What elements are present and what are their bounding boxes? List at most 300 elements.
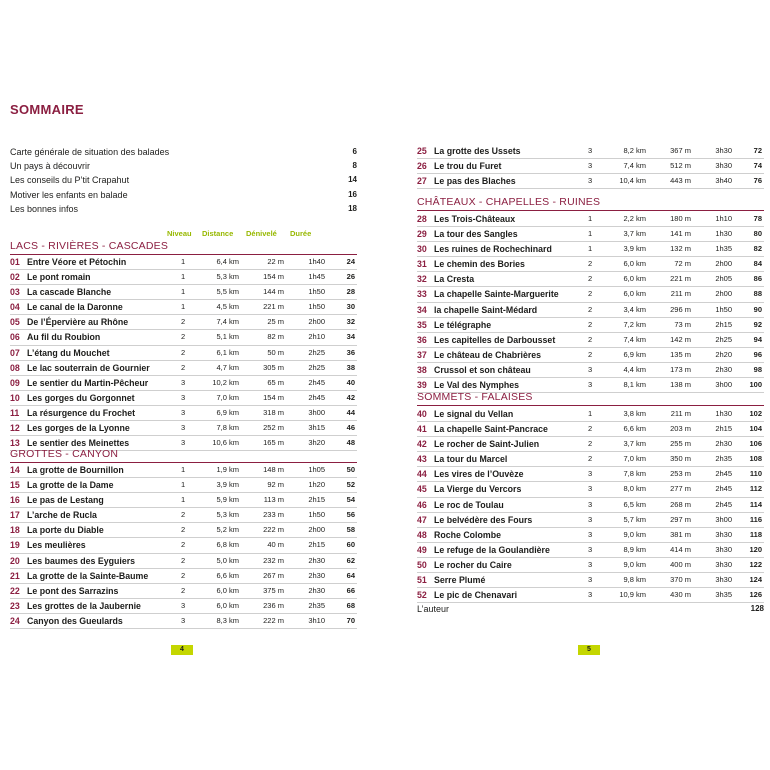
table-row[interactable] bbox=[10, 361, 357, 376]
walk-page: 74 bbox=[753, 161, 762, 171]
walk-distance: 10,6 km bbox=[212, 438, 239, 448]
table-row[interactable] bbox=[10, 584, 357, 599]
walk-elevation: 375 m bbox=[263, 585, 284, 595]
walk-number: 49 bbox=[417, 544, 427, 555]
page-title: SOMMAIRE bbox=[10, 102, 84, 117]
walk-distance: 8,1 km bbox=[623, 380, 646, 390]
table-row[interactable] bbox=[417, 573, 764, 588]
walk-distance: 5,2 km bbox=[216, 525, 239, 535]
walk-level: 2 bbox=[588, 304, 593, 314]
walk-name: Les meulières bbox=[27, 540, 86, 551]
walk-level: 3 bbox=[588, 161, 593, 171]
walk-name: Le roc de Toulau bbox=[434, 499, 504, 510]
walk-elevation: 82 m bbox=[267, 332, 284, 342]
walk-elevation: 148 m bbox=[263, 465, 284, 474]
walk-distance: 7,4 km bbox=[623, 161, 646, 171]
walk-number: 08 bbox=[10, 362, 20, 373]
walk-duration: 3h40 bbox=[715, 176, 732, 186]
table-row[interactable] bbox=[10, 569, 357, 584]
table-row[interactable] bbox=[417, 144, 764, 159]
walk-level: 3 bbox=[588, 484, 593, 494]
walk-duration: 1h10 bbox=[715, 214, 732, 223]
table-row[interactable] bbox=[10, 406, 357, 421]
table-row[interactable] bbox=[417, 303, 764, 318]
walk-level: 1 bbox=[181, 257, 186, 266]
walk-duration: 2h45 bbox=[715, 469, 732, 479]
walk-number: 01 bbox=[10, 257, 20, 267]
section-title-sommets: SOMMETS - FALAISES bbox=[417, 391, 764, 406]
walk-name: La grotte des Ussets bbox=[434, 146, 521, 156]
walk-level: 1 bbox=[588, 409, 593, 418]
walk-page: 48 bbox=[346, 438, 355, 448]
walk-level: 3 bbox=[588, 529, 593, 539]
walk-page: 122 bbox=[749, 559, 762, 569]
walk-elevation: 73 m bbox=[674, 319, 691, 329]
walk-elevation: 203 m bbox=[670, 424, 691, 434]
walk-page: 82 bbox=[753, 244, 762, 254]
table-row[interactable] bbox=[417, 407, 764, 422]
walk-level: 2 bbox=[181, 362, 186, 372]
walk-elevation: 135 m bbox=[670, 349, 691, 359]
walk-distance: 6,1 km bbox=[216, 347, 239, 357]
walk-number: 25 bbox=[417, 146, 427, 156]
walk-distance: 2,2 km bbox=[623, 214, 646, 223]
table-row[interactable] bbox=[10, 554, 357, 569]
table-row[interactable] bbox=[417, 318, 764, 333]
walk-number: 14 bbox=[10, 465, 20, 475]
walk-elevation: 252 m bbox=[263, 423, 284, 433]
walk-page: 40 bbox=[346, 377, 355, 387]
walk-duration: 2h10 bbox=[308, 332, 325, 342]
walk-page: 54 bbox=[346, 495, 355, 505]
walk-distance: 5,7 km bbox=[623, 514, 646, 524]
walk-name: Le sentier du Martin-Pêcheur bbox=[27, 377, 149, 388]
walk-page: 38 bbox=[346, 362, 355, 372]
walk-elevation: 305 m bbox=[263, 362, 284, 372]
walk-number: 17 bbox=[10, 510, 20, 521]
walk-elevation: 113 m bbox=[263, 495, 284, 505]
walk-distance: 7,2 km bbox=[623, 319, 646, 329]
walk-elevation: 232 m bbox=[263, 555, 284, 565]
walk-level: 2 bbox=[588, 274, 593, 284]
table-row[interactable] bbox=[10, 391, 357, 406]
table-row[interactable] bbox=[10, 346, 357, 361]
walk-duration: 2h30 bbox=[715, 364, 732, 374]
walk-duration: 1h30 bbox=[715, 229, 732, 239]
walk-elevation: 144 m bbox=[263, 287, 284, 297]
walk-page: 52 bbox=[346, 480, 355, 490]
walk-distance: 6,0 km bbox=[216, 585, 239, 595]
walk-distance: 4,5 km bbox=[216, 302, 239, 312]
walk-elevation: 381 m bbox=[670, 529, 691, 539]
walk-elevation: 296 m bbox=[670, 304, 691, 314]
walk-name: Le signal du Vellan bbox=[434, 409, 514, 419]
walk-name: La grotte de la Sainte-Baume bbox=[27, 570, 149, 581]
walk-level: 3 bbox=[588, 544, 593, 554]
walk-elevation: 132 m bbox=[670, 244, 691, 254]
walk-page: 50 bbox=[346, 465, 355, 474]
page-number: 4 bbox=[171, 645, 193, 655]
walk-distance: 3,9 km bbox=[216, 480, 239, 490]
walk-name: La résurgence du Frochet bbox=[27, 407, 136, 418]
walk-level: 3 bbox=[181, 377, 186, 387]
walk-duration: 2h30 bbox=[308, 555, 325, 565]
walk-name: La Vierge du Vercors bbox=[434, 484, 522, 495]
walk-level: 3 bbox=[588, 364, 593, 374]
walk-duration: 2h30 bbox=[715, 439, 732, 449]
walk-number: 33 bbox=[417, 289, 427, 300]
walk-number: 42 bbox=[417, 439, 427, 450]
walk-elevation: 255 m bbox=[670, 439, 691, 449]
walk-elevation: 180 m bbox=[670, 214, 691, 223]
walk-elevation: 50 m bbox=[267, 347, 284, 357]
walk-name: Le pic de Chenavari bbox=[434, 590, 518, 601]
walk-distance: 5,0 km bbox=[216, 555, 239, 565]
walk-page: 62 bbox=[346, 555, 355, 565]
walk-number: 40 bbox=[417, 409, 427, 419]
walk-duration: 2h20 bbox=[715, 349, 732, 359]
walk-name: La tour du Marcel bbox=[434, 454, 508, 465]
walk-duration: 2h25 bbox=[308, 362, 325, 372]
walk-level: 2 bbox=[588, 424, 593, 434]
walk-distance: 9,8 km bbox=[623, 575, 646, 585]
intro-item[interactable] bbox=[10, 188, 357, 202]
walk-level: 3 bbox=[588, 380, 593, 390]
intro-item[interactable] bbox=[10, 173, 357, 187]
walk-elevation: 154 m bbox=[263, 392, 284, 402]
walk-elevation: 367 m bbox=[670, 146, 691, 155]
walk-duration: 1h50 bbox=[715, 304, 732, 314]
walk-elevation: 268 m bbox=[670, 499, 691, 509]
walk-distance: 3,7 km bbox=[623, 439, 646, 449]
walk-elevation: 138 m bbox=[670, 380, 691, 390]
walk-page: 108 bbox=[749, 454, 762, 464]
walk-elevation: 370 m bbox=[670, 575, 691, 585]
table-row[interactable] bbox=[417, 212, 764, 227]
walk-distance: 7,4 km bbox=[623, 334, 646, 344]
table-row[interactable] bbox=[417, 558, 764, 573]
walk-number: 24 bbox=[10, 615, 20, 626]
walk-level: 3 bbox=[181, 600, 186, 610]
walk-number: 12 bbox=[10, 423, 20, 434]
table-row[interactable] bbox=[10, 599, 357, 614]
table-row[interactable] bbox=[10, 421, 357, 436]
walk-page: 112 bbox=[749, 484, 762, 494]
walk-elevation: 277 m bbox=[670, 484, 691, 494]
walk-number: 44 bbox=[417, 469, 427, 480]
walk-name: La porte du Diable bbox=[27, 525, 104, 536]
walk-number: 46 bbox=[417, 499, 427, 510]
walk-duration: 2h00 bbox=[715, 289, 732, 299]
walk-elevation: 221 m bbox=[263, 302, 284, 312]
walk-number: 32 bbox=[417, 274, 427, 285]
walk-list-chateaux bbox=[417, 212, 764, 393]
walk-number: 30 bbox=[417, 244, 427, 255]
table-row[interactable] bbox=[417, 287, 764, 302]
walk-level: 1 bbox=[588, 214, 593, 223]
table-row[interactable] bbox=[10, 523, 357, 538]
section-title-grottes: GROTTES - CANYON bbox=[10, 448, 357, 463]
walk-name: Le rocher de Saint-Julien bbox=[434, 439, 540, 450]
walk-number: 11 bbox=[10, 407, 20, 418]
walk-elevation: 173 m bbox=[670, 364, 691, 374]
intro-item-label: Les bonnes infos bbox=[10, 203, 79, 214]
walk-name: La tour des Sangles bbox=[434, 229, 518, 240]
walk-duration: 2h00 bbox=[308, 525, 325, 535]
walk-distance: 10,2 km bbox=[212, 377, 239, 387]
walk-page: 46 bbox=[346, 423, 355, 433]
table-row[interactable] bbox=[417, 422, 764, 437]
walk-duration: 1h40 bbox=[308, 257, 325, 266]
walk-number: 39 bbox=[417, 380, 427, 391]
walk-distance: 5,3 km bbox=[216, 510, 239, 520]
table-row[interactable] bbox=[10, 508, 357, 523]
walk-number: 22 bbox=[10, 585, 20, 596]
table-row[interactable] bbox=[417, 588, 764, 603]
intro-item-label: Motiver les enfants en balade bbox=[10, 189, 128, 200]
table-row[interactable] bbox=[417, 363, 764, 378]
walk-number: 10 bbox=[10, 392, 20, 403]
walk-distance: 9,0 km bbox=[623, 529, 646, 539]
walk-duration: 1h50 bbox=[308, 302, 325, 312]
intro-item-page: 6 bbox=[352, 147, 357, 156]
walk-page: 106 bbox=[749, 439, 762, 449]
walk-name: Roche Colombe bbox=[434, 529, 501, 540]
walk-level: 1 bbox=[588, 244, 593, 254]
walk-elevation: 222 m bbox=[263, 525, 284, 535]
walk-level: 2 bbox=[181, 347, 186, 357]
right-page bbox=[385, 0, 770, 770]
column-header-duration: Durée bbox=[290, 229, 312, 238]
author-label: L’auteur bbox=[417, 604, 450, 614]
walk-elevation: 318 m bbox=[263, 407, 284, 417]
walk-duration: 3h10 bbox=[308, 615, 325, 625]
table-row[interactable] bbox=[417, 452, 764, 467]
column-header-distance: Distance bbox=[202, 229, 234, 238]
table-row[interactable] bbox=[10, 376, 357, 391]
table-row[interactable] bbox=[417, 257, 764, 272]
table-row[interactable] bbox=[10, 463, 357, 478]
walk-duration: 3h35 bbox=[715, 590, 732, 600]
walk-name: Le trou du Furet bbox=[434, 161, 502, 172]
walk-level: 2 bbox=[181, 585, 186, 595]
walk-duration: 2h25 bbox=[308, 347, 325, 357]
walk-level: 3 bbox=[588, 590, 593, 600]
walk-elevation: 65 m bbox=[267, 377, 284, 387]
table-row[interactable] bbox=[417, 159, 764, 174]
walk-page: 110 bbox=[749, 469, 762, 479]
walk-duration: 2h30 bbox=[308, 570, 325, 580]
walk-distance: 6,9 km bbox=[623, 349, 646, 359]
walk-number: 02 bbox=[10, 272, 20, 283]
walk-elevation: 40 m bbox=[267, 540, 284, 550]
walk-page: 116 bbox=[749, 514, 762, 524]
walk-page: 124 bbox=[749, 575, 762, 585]
walk-level: 2 bbox=[588, 439, 593, 449]
walk-duration: 3h30 bbox=[715, 146, 732, 155]
walk-level: 2 bbox=[181, 525, 186, 535]
table-row[interactable] bbox=[10, 493, 357, 508]
walk-level: 2 bbox=[181, 555, 186, 565]
walk-elevation: 154 m bbox=[263, 272, 284, 282]
walk-level: 1 bbox=[181, 480, 186, 490]
intro-item-page: 16 bbox=[348, 189, 357, 199]
walk-number: 52 bbox=[417, 590, 427, 601]
walk-elevation: 92 m bbox=[267, 480, 284, 490]
walk-number: 36 bbox=[417, 334, 427, 345]
walk-duration: 3h00 bbox=[715, 514, 732, 524]
walk-distance: 7,8 km bbox=[216, 423, 239, 433]
table-row[interactable] bbox=[10, 255, 357, 270]
walk-elevation: 22 m bbox=[267, 257, 284, 266]
walk-page: 120 bbox=[749, 544, 762, 554]
walk-name: Les baumes des Eyguiers bbox=[27, 555, 136, 566]
walk-page: 44 bbox=[346, 407, 355, 417]
walk-level: 2 bbox=[181, 332, 186, 342]
intro-item[interactable] bbox=[10, 145, 357, 159]
table-row[interactable] bbox=[10, 538, 357, 553]
walk-page: 72 bbox=[753, 146, 762, 155]
walk-elevation: 222 m bbox=[263, 615, 284, 625]
walk-name: Les vires de l’Ouvèze bbox=[434, 469, 524, 480]
walk-name: L’arche de Rucla bbox=[27, 510, 97, 521]
walk-elevation: 221 m bbox=[670, 274, 691, 284]
walk-page: 114 bbox=[749, 499, 762, 509]
walk-level: 2 bbox=[588, 349, 593, 359]
walk-name: De l’Épervière au Rhône bbox=[27, 317, 129, 328]
walk-level: 1 bbox=[181, 495, 186, 505]
walk-name: Le chemin des Bories bbox=[434, 259, 525, 270]
table-row[interactable] bbox=[417, 437, 764, 452]
table-row[interactable] bbox=[10, 614, 357, 629]
walk-number: 20 bbox=[10, 555, 20, 566]
walk-name: Le château de Chabrières bbox=[434, 349, 542, 360]
walk-distance: 5,5 km bbox=[216, 287, 239, 297]
walk-distance: 6,5 km bbox=[623, 499, 646, 509]
walk-page: 76 bbox=[753, 176, 762, 186]
walk-name: Serre Plumé bbox=[434, 575, 486, 586]
walk-name: Les Trois-Châteaux bbox=[434, 214, 516, 224]
table-row[interactable] bbox=[10, 270, 357, 285]
walk-page: 102 bbox=[749, 409, 762, 418]
walk-distance: 8,0 km bbox=[623, 484, 646, 494]
author-entry[interactable] bbox=[417, 604, 764, 614]
walk-distance: 6,8 km bbox=[216, 540, 239, 550]
table-row[interactable] bbox=[417, 242, 764, 257]
walk-name: La chapelle Sainte-Marguerite bbox=[434, 289, 559, 300]
walk-distance: 3,9 km bbox=[623, 244, 646, 254]
walk-duration: 2h00 bbox=[308, 317, 325, 327]
walk-duration: 3h00 bbox=[308, 407, 325, 417]
intro-item[interactable] bbox=[10, 202, 357, 216]
walk-level: 3 bbox=[181, 407, 186, 417]
walk-name: L’étang du Mouchet bbox=[27, 347, 110, 358]
table-row[interactable] bbox=[417, 174, 764, 189]
table-row[interactable] bbox=[10, 478, 357, 493]
walk-page: 36 bbox=[346, 347, 355, 357]
walk-distance: 6,4 km bbox=[216, 257, 239, 266]
walk-list-continued bbox=[417, 144, 764, 189]
table-row[interactable] bbox=[417, 528, 764, 543]
walk-elevation: 211 m bbox=[670, 409, 691, 418]
walk-name: Le lac souterrain de Gournier bbox=[27, 362, 150, 373]
walk-level: 3 bbox=[588, 514, 593, 524]
table-row[interactable] bbox=[417, 482, 764, 497]
table-row[interactable] bbox=[10, 315, 357, 330]
walk-number: 51 bbox=[417, 575, 427, 586]
table-row[interactable] bbox=[417, 543, 764, 558]
walk-distance: 1,9 km bbox=[216, 465, 239, 474]
walk-name: Les capitelles de Darbousset bbox=[434, 334, 556, 345]
intro-item-page: 14 bbox=[348, 175, 357, 185]
walk-name: Canyon des Gueulards bbox=[27, 615, 123, 626]
walk-duration: 1h30 bbox=[715, 409, 732, 418]
walk-page: 34 bbox=[346, 332, 355, 342]
intro-item-page: 18 bbox=[348, 203, 357, 213]
walk-number: 38 bbox=[417, 364, 427, 375]
walk-number: 26 bbox=[417, 161, 427, 172]
walk-number: 45 bbox=[417, 484, 427, 495]
walk-page: 28 bbox=[346, 287, 355, 297]
walk-level: 3 bbox=[588, 559, 593, 569]
page-number: 5 bbox=[578, 645, 600, 655]
walk-elevation: 211 m bbox=[670, 289, 691, 299]
table-row[interactable] bbox=[417, 498, 764, 513]
walk-number: 28 bbox=[417, 214, 427, 224]
walk-name: La grotte de la Dame bbox=[27, 480, 114, 491]
walk-distance: 10,9 km bbox=[619, 590, 646, 600]
walk-elevation: 236 m bbox=[263, 600, 284, 610]
table-row[interactable] bbox=[10, 330, 357, 345]
walk-list-lacs bbox=[10, 255, 357, 451]
walk-name: Le rocher du Caire bbox=[434, 559, 512, 570]
author-page: 128 bbox=[750, 604, 764, 613]
table-row[interactable] bbox=[417, 467, 764, 482]
table-row[interactable] bbox=[417, 272, 764, 287]
walk-number: 34 bbox=[417, 304, 427, 315]
walk-level: 2 bbox=[588, 334, 593, 344]
walk-name: Le sentier des Meinettes bbox=[27, 438, 130, 449]
table-row[interactable] bbox=[10, 285, 357, 300]
intro-item[interactable] bbox=[10, 159, 357, 173]
walk-number: 19 bbox=[10, 540, 20, 551]
walk-distance: 7,8 km bbox=[623, 469, 646, 479]
walk-duration: 2h15 bbox=[308, 540, 325, 550]
intro-list bbox=[10, 145, 357, 216]
walk-page: 88 bbox=[753, 289, 762, 299]
walk-elevation: 512 m bbox=[670, 161, 691, 171]
intro-item-label: Carte générale de situation des balades bbox=[10, 147, 170, 157]
walk-page: 42 bbox=[346, 392, 355, 402]
walk-list-grottes bbox=[10, 463, 357, 629]
intro-item-page: 8 bbox=[352, 161, 357, 171]
table-row[interactable] bbox=[417, 348, 764, 363]
walk-name: Les ruines de Rochechinard bbox=[434, 244, 552, 255]
walk-name: Le Val des Nymphes bbox=[434, 380, 520, 391]
walk-number: 09 bbox=[10, 377, 20, 388]
table-row[interactable] bbox=[417, 333, 764, 348]
walk-level: 3 bbox=[181, 392, 186, 402]
walk-duration: 3h30 bbox=[715, 544, 732, 554]
table-row[interactable] bbox=[10, 300, 357, 315]
section-title-chateaux: CHÂTEAUX - CHAPELLES - RUINES bbox=[417, 196, 764, 211]
walk-level: 1 bbox=[181, 465, 186, 474]
walk-duration: 2h25 bbox=[715, 334, 732, 344]
walk-name: Les gorges du Gorgonnet bbox=[27, 392, 135, 403]
walk-page: 26 bbox=[346, 272, 355, 282]
table-row[interactable] bbox=[417, 227, 764, 242]
table-row[interactable] bbox=[417, 513, 764, 528]
